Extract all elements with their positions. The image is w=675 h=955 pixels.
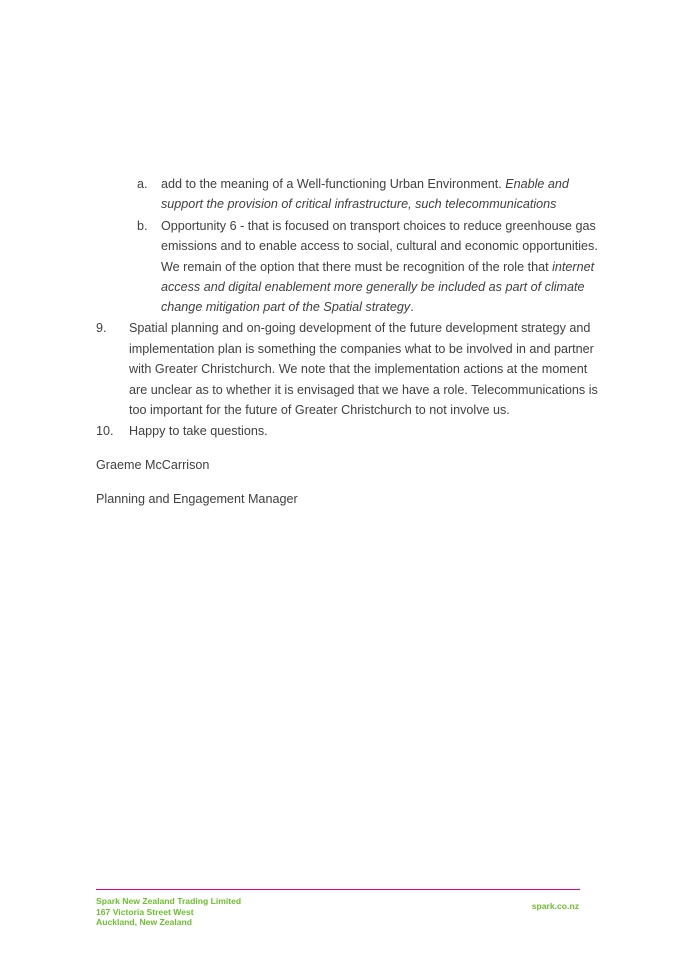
- item-9-line-2: implementation plan is something the companies what to be involved in and partner: [129, 342, 594, 356]
- item-9-line-3: with Greater Christchurch. We note that the implementation actions at the moment: [129, 362, 588, 376]
- footer-company: Spark New Zealand Trading Limited: [96, 896, 242, 906]
- footer-website-link[interactable]: spark.co.nz: [531, 901, 579, 911]
- item-9-line-1: Spatial planning and on-going development of the future development strategy and: [129, 321, 591, 335]
- sub-item-b-label: b.: [137, 219, 148, 233]
- item-9-line-5: too important for the future of Greater Christchurch to not involve us.: [129, 403, 510, 417]
- sub-item-b-line-1: Opportunity 6 - that is focused on transport choices to reduce greenhouse gas: [161, 219, 596, 233]
- item-10-label: 10.: [96, 424, 114, 438]
- footer-divider: [96, 889, 580, 890]
- sub-item-b-line-2: emissions and to enable access to social, cultural and economic opportunities.: [161, 239, 598, 253]
- sub-item-a-line-2: support the provision of critical infrastructure, such telecommunications: [161, 197, 557, 211]
- item-9-line-4: are unclear as to whether it is envisaged that we have a role. Telecommunications is: [129, 383, 598, 397]
- sub-item-b-line-4: access and digital enablement more generally be included as part of climate: [161, 280, 585, 294]
- signature-title: Planning and Engagement Manager: [96, 492, 298, 506]
- footer-street: 167 Victoria Street West: [96, 906, 194, 917]
- footer-city: Auckland, New Zealand: [96, 917, 192, 927]
- item-9-label: 9.: [96, 321, 107, 335]
- signature-name: Graeme McCarrison: [96, 458, 210, 472]
- item-10-line-1: Happy to take questions.: [129, 424, 268, 438]
- sub-item-b-line-5: change mitigation part of the Spatial strategy.: [161, 300, 414, 314]
- sub-item-a-label: a.: [137, 177, 148, 191]
- sub-item-b-line-3: We remain of the option that there must be recognition of the role that internet: [161, 260, 595, 274]
- sub-item-a-line-1: add to the meaning of a Well-functioning Urban Environment. Enable and: [161, 177, 569, 191]
